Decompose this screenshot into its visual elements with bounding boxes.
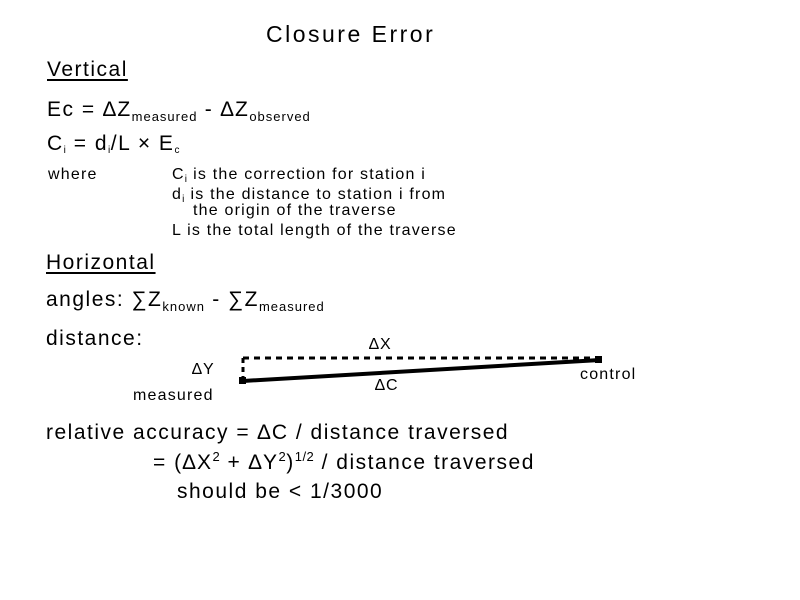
distance-label: distance: (46, 327, 144, 350)
def-subscript: i (184, 174, 188, 185)
subscript-observed: observed (249, 109, 311, 124)
sum-symbol: ∑ (228, 288, 245, 311)
sum-symbol: ∑ (131, 288, 149, 311)
formula-end: / distance traversed (314, 451, 535, 474)
subscript-measured: measured (258, 299, 325, 314)
delta-x-label: ∆X (369, 336, 392, 353)
def-text: the origin of the traverse (193, 202, 397, 219)
def-subscript: i (182, 194, 185, 205)
page-title: Closure Error (266, 21, 436, 47)
delta-y-label: ∆Y (192, 361, 215, 378)
def-symbol: C (172, 166, 185, 183)
def-text: is the total length of the traverse (181, 222, 457, 239)
measured-label: measured (133, 387, 214, 404)
vertical-heading: Vertical (47, 58, 128, 81)
z-symbol: Z (148, 288, 163, 311)
superscript-2: 2 (278, 449, 287, 464)
superscript-2: 2 (212, 449, 221, 464)
measured-point (239, 377, 246, 384)
delta-symbol: ∆ (220, 98, 235, 121)
delta-symbol: ∆ (102, 98, 118, 121)
minus-sign: - (204, 288, 229, 311)
horizontal-heading: Horizontal (46, 251, 156, 274)
c-symbol: C (47, 132, 64, 155)
control-label: control (580, 366, 637, 383)
eq2-rest: /L × E (110, 132, 175, 155)
d-subscript: i (108, 145, 111, 156)
def-symbol: L (172, 222, 182, 239)
e-subscript: c (174, 145, 180, 156)
superscript-half: 1/2 (294, 449, 315, 464)
delta-c-label: ∆C (375, 377, 399, 394)
closure-error-line (243, 360, 600, 381)
subscript-known: known (162, 299, 205, 314)
z-symbol: Z (234, 98, 250, 121)
formula-close: ) (286, 451, 295, 474)
control-point (595, 356, 602, 363)
angles-label: angles: (46, 288, 132, 311)
z-symbol: Z (117, 98, 132, 121)
formula-start: = (∆X (153, 451, 213, 474)
relative-accuracy-formula (153, 450, 535, 473)
def-text: is the correction for station i (187, 166, 426, 183)
def-symbol: d (172, 186, 183, 203)
subscript-measured: measured (131, 109, 198, 124)
where-label: where (48, 166, 98, 183)
def-text: is the distance to station i from (184, 186, 447, 203)
z-symbol: Z (244, 288, 259, 311)
c-subscript: i (63, 145, 67, 156)
eq1-lhs: Ec = (47, 98, 103, 121)
accuracy-standard: should be < 1/3000 (177, 480, 384, 503)
eq2-mid: = d (66, 132, 109, 155)
relative-accuracy-line: relative accuracy = ∆C / distance traversed (46, 421, 510, 444)
formula-mid: + ∆Y (220, 451, 279, 474)
minus-sign: - (197, 98, 221, 121)
